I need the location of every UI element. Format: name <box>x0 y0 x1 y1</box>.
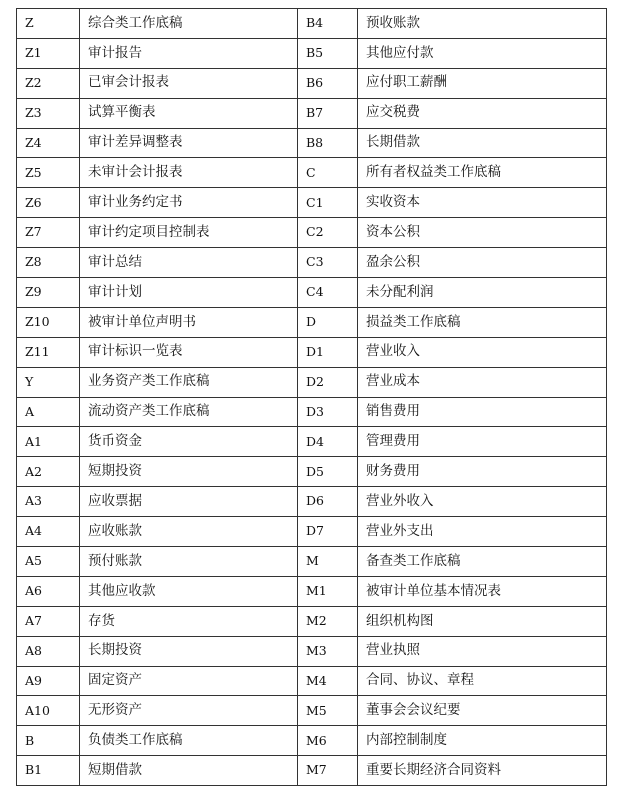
left-name-cell: 应收票据 <box>80 487 298 517</box>
table-row <box>17 576 607 606</box>
right-name-cell: 管理费用 <box>358 427 607 457</box>
right-code-cell: C <box>298 158 358 188</box>
right-code-cell: C1 <box>298 188 358 218</box>
right-name-cell: 所有者权益类工作底稿 <box>358 158 607 188</box>
table-row <box>17 278 607 308</box>
right-code-cell: D1 <box>298 337 358 367</box>
left-name-cell: 审计报告 <box>80 38 298 68</box>
left-code-cell: B1 <box>17 756 80 786</box>
left-name-cell: 其他应收款 <box>80 576 298 606</box>
left-name-cell: 短期投资 <box>80 457 298 487</box>
right-name-cell: 损益类工作底稿 <box>358 307 607 337</box>
left-code-cell: Z4 <box>17 128 80 158</box>
left-code-cell: A9 <box>17 666 80 696</box>
table-row <box>17 218 607 248</box>
left-name-cell: 长期投资 <box>80 636 298 666</box>
left-code-cell: Z9 <box>17 278 80 308</box>
table-row <box>17 367 607 397</box>
left-name-cell: 短期借款 <box>80 756 298 786</box>
right-code-cell: B5 <box>298 38 358 68</box>
right-code-cell: D7 <box>298 517 358 547</box>
table-row <box>17 337 607 367</box>
right-name-cell: 应付职工薪酬 <box>358 68 607 98</box>
left-code-cell: Z1 <box>17 38 80 68</box>
right-name-cell: 营业外收入 <box>358 487 607 517</box>
right-name-cell: 董事会会议纪要 <box>358 696 607 726</box>
left-name-cell: 试算平衡表 <box>80 98 298 128</box>
table-row <box>17 68 607 98</box>
right-code-cell: M2 <box>298 606 358 636</box>
left-name-cell: 负债类工作底稿 <box>80 726 298 756</box>
right-name-cell: 应交税费 <box>358 98 607 128</box>
left-code-cell: Y <box>17 367 80 397</box>
left-code-cell: A4 <box>17 517 80 547</box>
right-name-cell: 盈余公积 <box>358 248 607 278</box>
table-row <box>17 9 607 39</box>
right-name-cell: 资本公积 <box>358 218 607 248</box>
left-code-cell: Z10 <box>17 307 80 337</box>
right-code-cell: M6 <box>298 726 358 756</box>
right-name-cell: 内部控制制度 <box>358 726 607 756</box>
right-name-cell: 组织机构图 <box>358 606 607 636</box>
right-name-cell: 营业外支出 <box>358 517 607 547</box>
right-code-cell: M5 <box>298 696 358 726</box>
left-name-cell: 业务资产类工作底稿 <box>80 367 298 397</box>
right-name-cell: 预收账款 <box>358 9 607 39</box>
right-code-cell: D2 <box>298 367 358 397</box>
left-name-cell: 应收账款 <box>80 517 298 547</box>
right-code-cell: D3 <box>298 397 358 427</box>
table-row <box>17 487 607 517</box>
right-code-cell: D4 <box>298 427 358 457</box>
table-row <box>17 547 607 577</box>
left-name-cell: 审计计划 <box>80 278 298 308</box>
right-code-cell: B8 <box>298 128 358 158</box>
right-code-cell: C3 <box>298 248 358 278</box>
table-row <box>17 98 607 128</box>
right-code-cell: C2 <box>298 218 358 248</box>
table-row <box>17 397 607 427</box>
left-code-cell: A3 <box>17 487 80 517</box>
table-row <box>17 457 607 487</box>
left-code-cell: Z2 <box>17 68 80 98</box>
left-code-cell: A10 <box>17 696 80 726</box>
left-code-cell: A7 <box>17 606 80 636</box>
left-name-cell: 货币资金 <box>80 427 298 457</box>
left-name-cell: 预付账款 <box>80 547 298 577</box>
right-code-cell: B7 <box>298 98 358 128</box>
left-code-cell: A8 <box>17 636 80 666</box>
left-name-cell: 无形资产 <box>80 696 298 726</box>
right-name-cell: 财务费用 <box>358 457 607 487</box>
left-name-cell: 审计业务约定书 <box>80 188 298 218</box>
table-row <box>17 158 607 188</box>
left-name-cell: 未审计会计报表 <box>80 158 298 188</box>
workpaper-index-table <box>16 8 607 786</box>
right-code-cell: D6 <box>298 487 358 517</box>
right-name-cell: 未分配利润 <box>358 278 607 308</box>
right-code-cell: B4 <box>298 9 358 39</box>
left-code-cell: Z11 <box>17 337 80 367</box>
left-name-cell: 固定资产 <box>80 666 298 696</box>
left-name-cell: 审计标识一览表 <box>80 337 298 367</box>
table-row <box>17 427 607 457</box>
left-name-cell: 被审计单位声明书 <box>80 307 298 337</box>
right-code-cell: M4 <box>298 666 358 696</box>
right-name-cell: 合同、协议、章程 <box>358 666 607 696</box>
left-name-cell: 已审会计报表 <box>80 68 298 98</box>
left-code-cell: A6 <box>17 576 80 606</box>
table-row <box>17 188 607 218</box>
right-name-cell: 销售费用 <box>358 397 607 427</box>
left-code-cell: A5 <box>17 547 80 577</box>
table-row <box>17 606 607 636</box>
left-name-cell: 综合类工作底稿 <box>80 9 298 39</box>
right-name-cell: 被审计单位基本情况表 <box>358 576 607 606</box>
right-code-cell: M1 <box>298 576 358 606</box>
left-code-cell: Z3 <box>17 98 80 128</box>
left-name-cell: 存货 <box>80 606 298 636</box>
left-code-cell: B <box>17 726 80 756</box>
right-name-cell: 实收资本 <box>358 188 607 218</box>
left-name-cell: 流动资产类工作底稿 <box>80 397 298 427</box>
table-row <box>17 636 607 666</box>
table-row <box>17 128 607 158</box>
left-code-cell: Z <box>17 9 80 39</box>
right-code-cell: B6 <box>298 68 358 98</box>
right-code-cell: M3 <box>298 636 358 666</box>
right-code-cell: D <box>298 307 358 337</box>
table-row <box>17 666 607 696</box>
right-name-cell: 营业执照 <box>358 636 607 666</box>
right-name-cell: 重要长期经济合同资料 <box>358 756 607 786</box>
table-row <box>17 307 607 337</box>
table-row <box>17 756 607 786</box>
left-code-cell: A1 <box>17 427 80 457</box>
table-body <box>17 9 607 786</box>
left-code-cell: Z6 <box>17 188 80 218</box>
right-name-cell: 备查类工作底稿 <box>358 547 607 577</box>
left-code-cell: Z7 <box>17 218 80 248</box>
table-row <box>17 696 607 726</box>
right-code-cell: M7 <box>298 756 358 786</box>
right-code-cell: D5 <box>298 457 358 487</box>
left-name-cell: 审计差异调整表 <box>80 128 298 158</box>
table-row <box>17 38 607 68</box>
right-name-cell: 其他应付款 <box>358 38 607 68</box>
right-name-cell: 长期借款 <box>358 128 607 158</box>
left-name-cell: 审计总结 <box>80 248 298 278</box>
left-code-cell: A2 <box>17 457 80 487</box>
right-name-cell: 营业成本 <box>358 367 607 397</box>
left-code-cell: A <box>17 397 80 427</box>
right-code-cell: C4 <box>298 278 358 308</box>
left-code-cell: Z5 <box>17 158 80 188</box>
right-name-cell: 营业收入 <box>358 337 607 367</box>
table-row <box>17 248 607 278</box>
left-code-cell: Z8 <box>17 248 80 278</box>
table-row <box>17 517 607 547</box>
table-row <box>17 726 607 756</box>
left-name-cell: 审计约定项目控制表 <box>80 218 298 248</box>
right-code-cell: M <box>298 547 358 577</box>
